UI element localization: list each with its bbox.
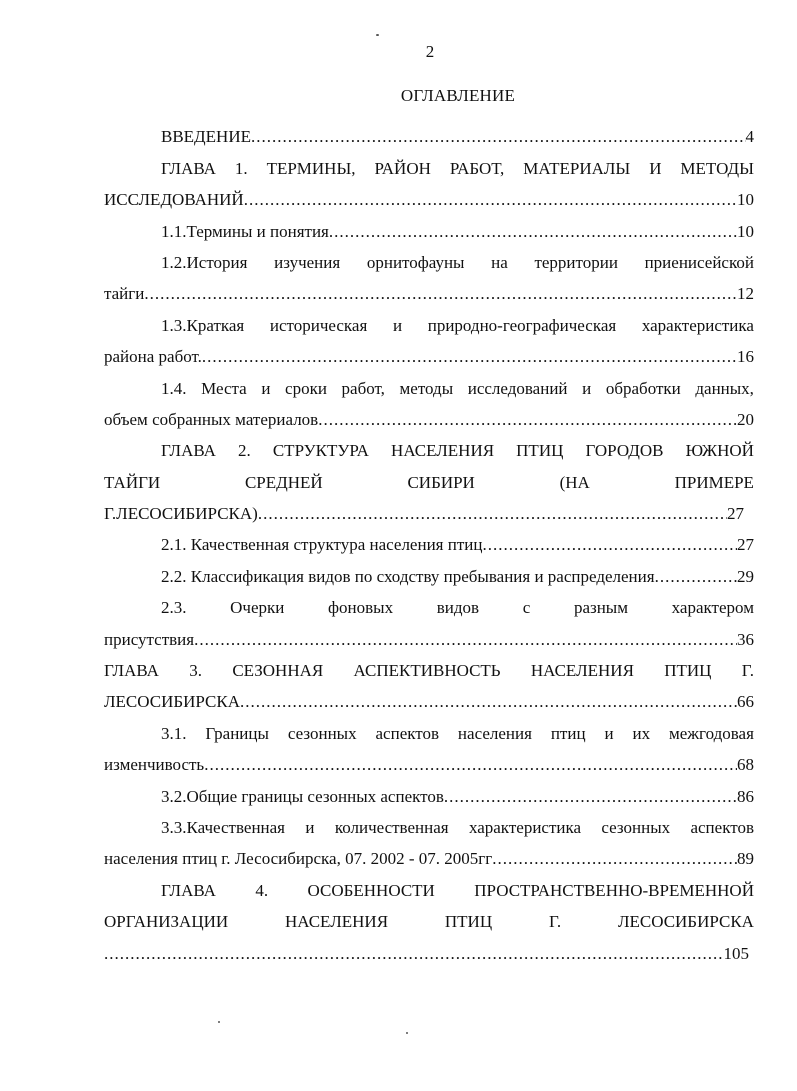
entry-page: 29 bbox=[737, 566, 754, 586]
entry-word: 3.1. bbox=[161, 723, 187, 743]
dot-leader bbox=[240, 692, 737, 712]
entry-word: и bbox=[261, 378, 271, 398]
dot-leader bbox=[104, 944, 724, 964]
entry-word: историческая bbox=[269, 315, 368, 335]
entry-title: тайги bbox=[104, 284, 145, 304]
dot-leader bbox=[655, 567, 737, 587]
toc-entry-1-3-line2[interactable] bbox=[104, 336, 754, 367]
dot-leader bbox=[492, 849, 737, 869]
entry-word: ПТИЦ bbox=[444, 912, 493, 932]
dot-leader bbox=[194, 630, 737, 650]
entry-page: 68 bbox=[737, 755, 754, 775]
entry-word: работ, bbox=[341, 378, 385, 398]
toc-entry-2-3-line1[interactable] bbox=[104, 587, 754, 618]
entry-word: МАТЕРИАЛЫ bbox=[523, 158, 631, 178]
entry-word: орнитофауны bbox=[366, 252, 465, 272]
entry-word: ПРОСТРАНСТВЕННО-ВРЕМЕННОЙ bbox=[474, 880, 754, 900]
entry-word: ЛЕСОСИБИРСКА bbox=[617, 912, 754, 932]
toc-entry-2-1[interactable] bbox=[104, 524, 754, 555]
entry-page: 10 bbox=[737, 221, 754, 241]
entry-title: Г.ЛЕСОСИБИРСКА) bbox=[104, 504, 258, 524]
entry-title: ЛЕСОСИБИРСКА bbox=[104, 692, 241, 712]
entry-word: ПТИЦ bbox=[664, 661, 712, 681]
scan-speck bbox=[376, 34, 379, 36]
entry-word: 4. bbox=[255, 880, 269, 900]
entry-word: ОСОБЕННОСТИ bbox=[307, 880, 435, 900]
entry-word: ГЛАВА bbox=[104, 661, 159, 681]
entry-word: изучения bbox=[274, 252, 341, 272]
toc-entry-3-1-line2[interactable] bbox=[104, 744, 754, 775]
entry-word: НАСЕЛЕНИЯ bbox=[285, 912, 389, 932]
entry-page: 20 bbox=[737, 409, 754, 429]
entry-word: Места bbox=[201, 378, 247, 398]
scan-speck bbox=[218, 1021, 220, 1023]
entry-word: фоновых bbox=[328, 598, 394, 618]
entry-title: района работ. bbox=[104, 347, 202, 367]
entry-title: населения птиц г. Лесосибирска, 07. 2002 - 07. 2005гг bbox=[104, 849, 493, 869]
entry-word: данных, bbox=[695, 378, 754, 398]
dot-leader bbox=[244, 190, 737, 210]
entry-page: 16 bbox=[737, 347, 754, 367]
entry-word: и bbox=[604, 723, 614, 743]
entry-word: ПТИЦ bbox=[516, 441, 564, 461]
entry-page: 36 bbox=[737, 629, 754, 649]
toc-entry-2-2[interactable] bbox=[104, 555, 754, 586]
entry-word: 3. bbox=[189, 661, 202, 681]
dot-leader bbox=[318, 410, 737, 430]
entry-page: 86 bbox=[737, 786, 754, 806]
entry-word: 1.4. bbox=[161, 378, 187, 398]
entry-word: ЮЖНОЙ bbox=[685, 441, 754, 461]
entry-word: 1.2.История bbox=[161, 252, 248, 272]
entry-word: СТРУКТУРА bbox=[272, 441, 369, 461]
entry-title: 2.1. Качественная структура населения птиц bbox=[161, 535, 483, 555]
toc-entry-ch4-line1[interactable] bbox=[104, 869, 754, 900]
entry-word: СИБИРИ bbox=[407, 472, 475, 492]
entry-title: 3.2.Общие границы сезонных аспектов bbox=[161, 786, 444, 806]
entry-word: приенисейской bbox=[644, 252, 754, 272]
scan-speck bbox=[406, 1032, 408, 1034]
entry-word: методы bbox=[399, 378, 454, 398]
entry-title: 1.1.Термины и понятия bbox=[161, 221, 329, 241]
entry-page: 66 bbox=[737, 692, 754, 712]
toc-entry-intro[interactable] bbox=[104, 116, 754, 147]
entry-word: СРЕДНЕЙ bbox=[244, 472, 323, 492]
toc-entry-ch2-line2[interactable] bbox=[104, 461, 754, 492]
entry-word: Г. bbox=[741, 661, 754, 681]
entry-word: АСПЕКТИВНОСТЬ bbox=[353, 661, 501, 681]
entry-title: объем собранных материалов bbox=[104, 409, 319, 429]
entry-word: 2. bbox=[238, 441, 251, 461]
entry-word: ТЕРМИНЫ, bbox=[266, 158, 356, 178]
toc-entry-ch3-line2[interactable] bbox=[104, 681, 754, 712]
entry-word: их bbox=[632, 723, 651, 743]
entry-word: ОРГАНИЗАЦИИ bbox=[104, 912, 229, 932]
entry-word: И bbox=[649, 158, 662, 178]
entry-word: разным bbox=[573, 598, 628, 618]
entry-word: ГЛАВА bbox=[161, 441, 216, 461]
dot-leader bbox=[202, 347, 737, 367]
toc-entry-3-3-line1[interactable] bbox=[104, 807, 754, 838]
entry-word: НАСЕЛЕНИЯ bbox=[530, 661, 634, 681]
toc-entry-2-3-line2[interactable] bbox=[104, 618, 754, 649]
toc-entry-1-1[interactable] bbox=[104, 210, 754, 241]
entry-page: 4 bbox=[745, 127, 754, 147]
entry-word: ГОРОДОВ bbox=[585, 441, 664, 461]
entry-word: НАСЕЛЕНИЯ bbox=[391, 441, 495, 461]
table-of-contents bbox=[104, 116, 754, 964]
toc-entry-1-4-line2[interactable] bbox=[104, 399, 754, 430]
entry-word: сроки bbox=[285, 378, 327, 398]
entry-word: аспектов bbox=[690, 817, 754, 837]
entry-word: территории bbox=[534, 252, 618, 272]
entry-word: (НА bbox=[559, 472, 590, 492]
entry-word: сезонных bbox=[601, 817, 671, 837]
dot-leader bbox=[258, 504, 727, 524]
dot-leader bbox=[444, 787, 737, 807]
entry-page: 89 bbox=[737, 849, 754, 869]
entry-word: 1.3.Краткая bbox=[161, 315, 245, 335]
entry-word: ПРИМЕРЕ bbox=[674, 472, 754, 492]
entry-word: 3.3.Качественная bbox=[161, 817, 286, 837]
entry-word: Очерки bbox=[230, 598, 285, 618]
entry-word: природно-географическая bbox=[427, 315, 617, 335]
entry-title: изменчивость bbox=[104, 755, 205, 775]
entry-word: характером bbox=[671, 598, 754, 618]
dot-leader bbox=[329, 222, 737, 242]
toc-entry-1-3-line1[interactable] bbox=[104, 304, 754, 335]
toc-entry-3-1-line1[interactable] bbox=[104, 712, 754, 743]
toc-entry-ch2-line1[interactable] bbox=[104, 430, 754, 461]
entry-title: ВВЕДЕНИЕ bbox=[161, 127, 251, 147]
toc-entry-ch4-line2[interactable] bbox=[104, 901, 754, 932]
toc-entry-ch2-line3[interactable] bbox=[104, 493, 744, 524]
toc-entry-1-4-line1[interactable] bbox=[104, 367, 754, 398]
entry-word: с bbox=[522, 598, 531, 618]
entry-word: обработки bbox=[605, 378, 681, 398]
entry-word: СЕЗОННАЯ bbox=[232, 661, 324, 681]
entry-word: РАЙОН bbox=[374, 158, 431, 178]
entry-word: и bbox=[305, 817, 315, 837]
toc-entry-1-2-line1[interactable] bbox=[104, 242, 754, 273]
entry-word: 1. bbox=[234, 158, 248, 178]
toc-entry-3-3-line2[interactable] bbox=[104, 838, 754, 869]
entry-word: аспектов bbox=[375, 723, 440, 743]
entry-word: видов bbox=[436, 598, 480, 618]
entry-word: Границы bbox=[205, 723, 269, 743]
entry-word: межгодовая bbox=[669, 723, 754, 743]
entry-word: и bbox=[582, 378, 592, 398]
dot-leader bbox=[482, 535, 737, 555]
dot-leader bbox=[144, 284, 737, 304]
dot-leader bbox=[204, 755, 737, 775]
toc-entry-1-2-line2[interactable] bbox=[104, 273, 754, 304]
entry-word: ТАЙГИ bbox=[104, 472, 161, 492]
toc-entry-3-2[interactable] bbox=[104, 775, 754, 806]
entry-word: Г. bbox=[548, 912, 562, 932]
entry-word: ГЛАВА bbox=[161, 880, 216, 900]
entry-page: 10 bbox=[737, 190, 754, 210]
entry-page: 105 bbox=[723, 943, 749, 963]
entry-title: ИССЛЕДОВАНИЙ bbox=[104, 190, 244, 210]
entry-word: населения bbox=[457, 723, 532, 743]
entry-word: птиц bbox=[550, 723, 586, 743]
toc-entry-ch4-line3[interactable] bbox=[104, 932, 749, 963]
entry-title: 2.2. Классификация видов по сходству пребывания и распределения bbox=[161, 566, 655, 586]
entry-word: и bbox=[392, 315, 403, 335]
entry-word: исследований bbox=[467, 378, 568, 398]
toc-entry-ch1-line2[interactable] bbox=[104, 179, 754, 210]
entry-word: ГЛАВА bbox=[161, 158, 216, 178]
entry-word: характеристика bbox=[641, 315, 754, 335]
page-number: 2 bbox=[425, 42, 435, 61]
entry-word: РАБОТ, bbox=[449, 158, 505, 178]
entry-word: 2.3. bbox=[161, 598, 187, 618]
entry-page: 27 bbox=[727, 504, 744, 524]
entry-word: характеристика bbox=[468, 817, 582, 837]
entry-page: 12 bbox=[737, 284, 754, 304]
toc-entry-ch1-line1[interactable] bbox=[104, 147, 754, 178]
dot-leader bbox=[251, 127, 746, 147]
toc-entry-ch3-line1[interactable] bbox=[104, 650, 754, 681]
entry-word: сезонных bbox=[287, 723, 357, 743]
entry-word: на bbox=[491, 252, 508, 272]
entry-page: 27 bbox=[737, 535, 754, 555]
entry-title: присутствия bbox=[104, 629, 195, 649]
entry-word: количественная bbox=[334, 817, 449, 837]
entry-word: МЕТОДЫ bbox=[680, 158, 754, 178]
toc-title: ОГЛАВЛЕНИЕ bbox=[400, 86, 516, 105]
